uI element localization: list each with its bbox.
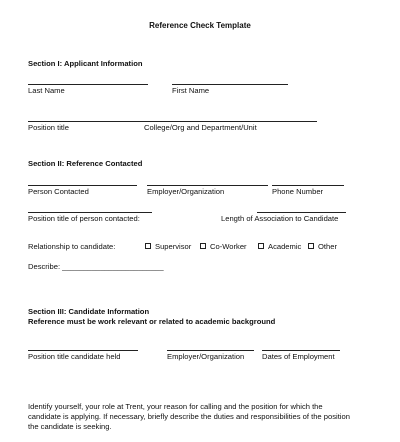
last-name-line[interactable] bbox=[28, 84, 148, 85]
section-3-heading: Section III: Candidate Information bbox=[28, 307, 150, 316]
document-title: Reference Check Template bbox=[149, 21, 251, 30]
section-2-heading: Section II: Reference Contacted bbox=[28, 159, 143, 168]
academic-checkbox[interactable] bbox=[258, 243, 264, 249]
length-association-line[interactable] bbox=[257, 212, 346, 213]
first-name-line[interactable] bbox=[172, 84, 288, 85]
co-worker-option-label: Co-Worker bbox=[210, 242, 247, 251]
instructions-paragraph bbox=[28, 402, 378, 432]
section-3-subheading: Reference must be work relevant or related to academic background bbox=[28, 317, 276, 326]
college-department-label: College/Org and Department/Unit bbox=[144, 123, 257, 132]
first-name-label: First Name bbox=[172, 86, 210, 95]
person-contacted-line[interactable] bbox=[28, 185, 137, 186]
phone-number-line[interactable] bbox=[272, 185, 344, 186]
position-title-label: Position title bbox=[28, 123, 69, 132]
supervisor-checkbox[interactable] bbox=[145, 243, 151, 249]
position-held-label: Position title candidate held bbox=[28, 352, 121, 361]
describe-field[interactable]: Describe: ________________________ bbox=[28, 262, 164, 271]
co-worker-checkbox[interactable] bbox=[200, 243, 206, 249]
instructions-line-3: the candidate is seeking. bbox=[28, 422, 112, 431]
position-title-line[interactable] bbox=[28, 121, 317, 122]
employer-organization-label: Employer/Organization bbox=[147, 187, 225, 196]
instructions-line-1: Identify yourself, your role at Trent, your reason for calling and the position for which the bbox=[28, 402, 323, 411]
section-1-heading: Section I: Applicant Information bbox=[28, 59, 143, 68]
position-held-line[interactable] bbox=[28, 350, 138, 351]
position-title-contacted-line[interactable] bbox=[28, 212, 152, 213]
other-checkbox[interactable] bbox=[308, 243, 314, 249]
length-association-label: Length of Association to Candidate bbox=[221, 214, 339, 223]
position-title-contacted-label: Position title of person contacted: bbox=[28, 214, 140, 223]
instructions-line-2: candidate is applying. If necessary, briefly describe the duties and responsibilities of the position bbox=[28, 412, 350, 421]
dates-employment-line[interactable] bbox=[262, 350, 340, 351]
candidate-employer-label: Employer/Organization bbox=[167, 352, 245, 361]
dates-employment-label: Dates of Employment bbox=[262, 352, 335, 361]
supervisor-option-label: Supervisor bbox=[155, 242, 192, 251]
candidate-employer-line[interactable] bbox=[167, 350, 254, 351]
relationship-label: Relationship to candidate: bbox=[28, 242, 116, 251]
other-option-label: Other bbox=[318, 242, 337, 251]
person-contacted-label: Person Contacted bbox=[28, 187, 89, 196]
phone-number-label: Phone Number bbox=[272, 187, 324, 196]
last-name-label: Last Name bbox=[28, 86, 65, 95]
academic-option-label: Academic bbox=[268, 242, 302, 251]
employer-organization-line[interactable] bbox=[147, 185, 268, 186]
